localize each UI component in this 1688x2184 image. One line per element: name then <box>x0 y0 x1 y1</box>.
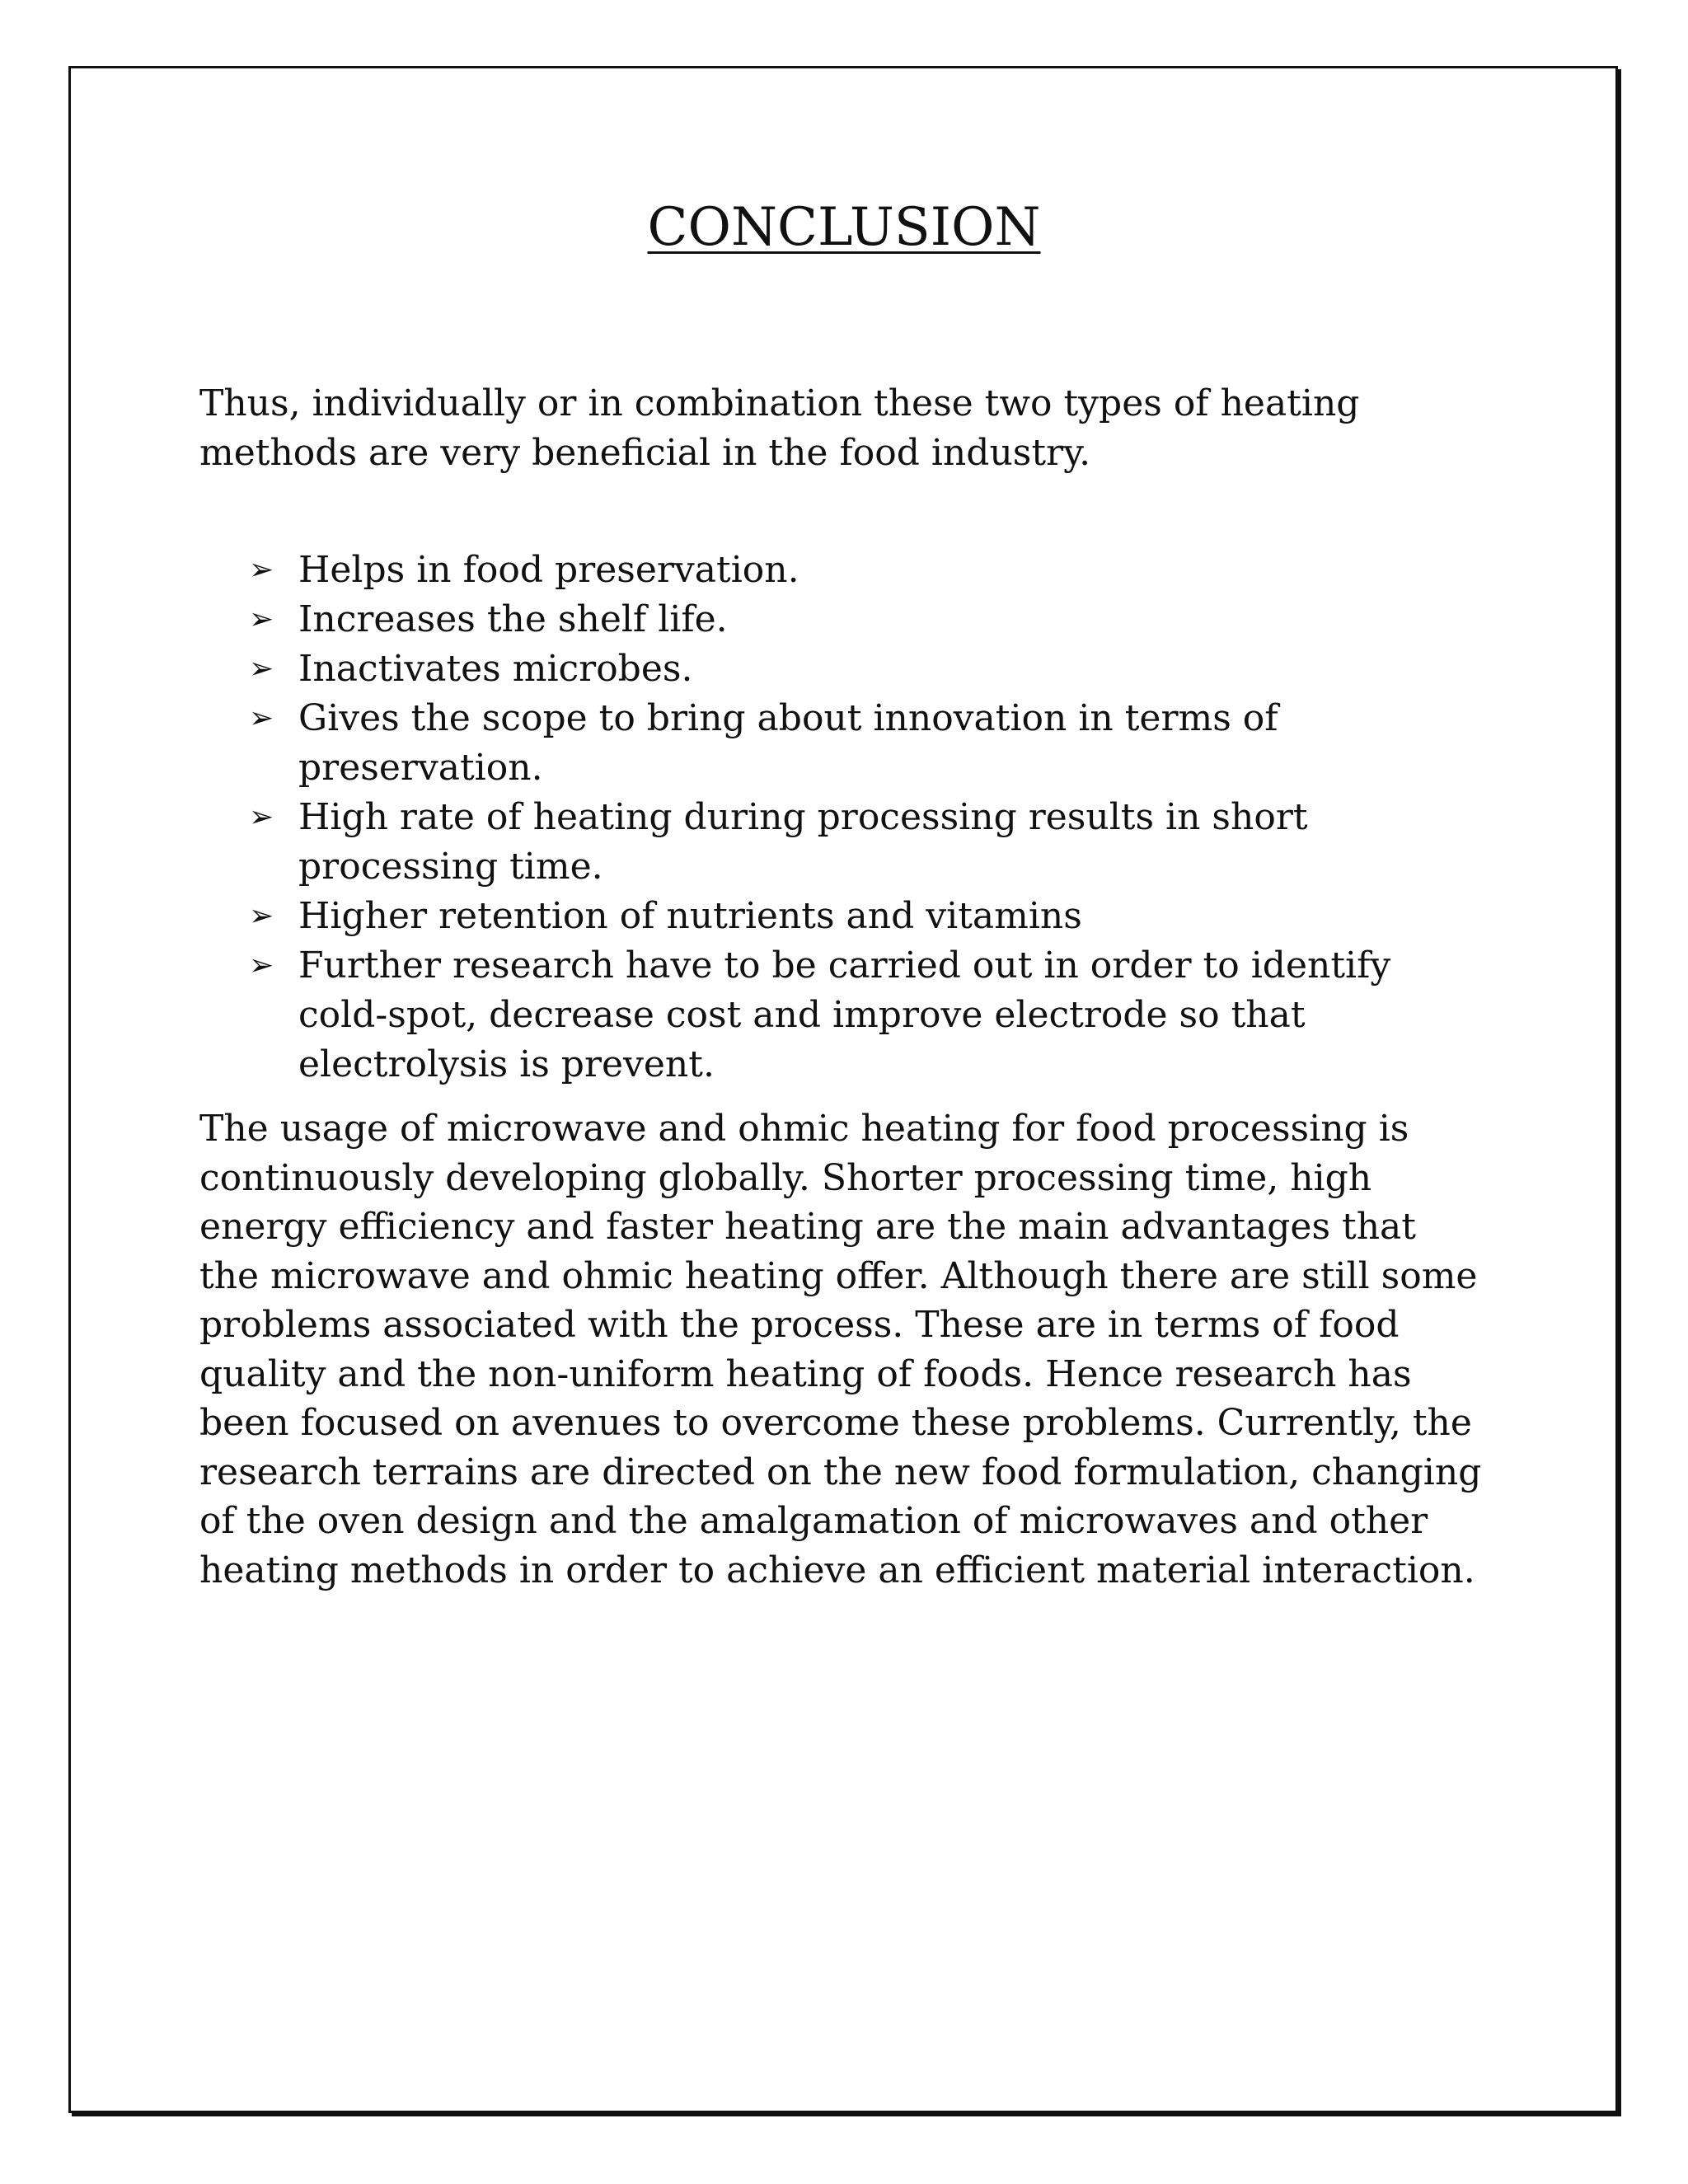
page-title <box>0 194 1688 260</box>
arrowhead-bullet-icon: ➢ <box>249 701 274 735</box>
arrowhead-bullet-icon: ➢ <box>249 652 274 686</box>
bullet-item <box>249 595 1469 644</box>
arrowhead-bullet-icon: ➢ <box>249 602 274 636</box>
bullet-item <box>249 892 1469 941</box>
bullet-text: Higher retention of nutrients and vitamins <box>298 895 1082 937</box>
bullet-item <box>249 546 1469 595</box>
bullet-text: Gives the scope to bring about innovation in terms of preservation. <box>298 697 1278 789</box>
bullet-item <box>249 694 1469 793</box>
bullet-item <box>249 941 1469 1090</box>
bullet-item <box>249 644 1469 694</box>
arrowhead-bullet-icon: ➢ <box>249 800 274 834</box>
arrowhead-bullet-icon: ➢ <box>249 899 274 933</box>
page-border <box>68 66 1618 2113</box>
intro-paragraph: Thus, individually or in combination these two types of heating methods are very beneficial in the food industry. <box>199 382 1360 474</box>
arrowhead-bullet-icon: ➢ <box>249 949 274 982</box>
bullet-text: Further research have to be carried out in order to identify cold-spot, decrease cost and improve electrode so that electrolysis is prevent. <box>298 944 1391 1085</box>
bullet-list <box>249 546 1469 1090</box>
closing-paragraph: The usage of microwave and ohmic heating for food processing is continuously developing globally. Shorter processing time, high energy efficiency and faster heating are the main advantages that the microwave and ohmic heating offer. Although there are still some problems associated with the process. These are in terms of food quality and the non-uniform heating of foods. Hence research has been focused on avenues to overcome these problems. Currently, the research terrains are directed on the new food formulation, changing of the oven design and the amalgamation of microwaves and other heating methods in order to achieve an efficient material interaction. <box>199 1108 1482 1591</box>
bullet-text: Increases the shelf life. <box>298 598 728 640</box>
bullet-item <box>249 793 1469 892</box>
bullet-text: Inactivates microbes. <box>298 648 693 690</box>
bullet-text: Helps in food preservation. <box>298 549 799 591</box>
arrowhead-bullet-icon: ➢ <box>249 553 274 587</box>
bullet-text: High rate of heating during processing results in short processing time. <box>298 796 1308 888</box>
page-title-text: CONCLUSION <box>647 197 1041 258</box>
